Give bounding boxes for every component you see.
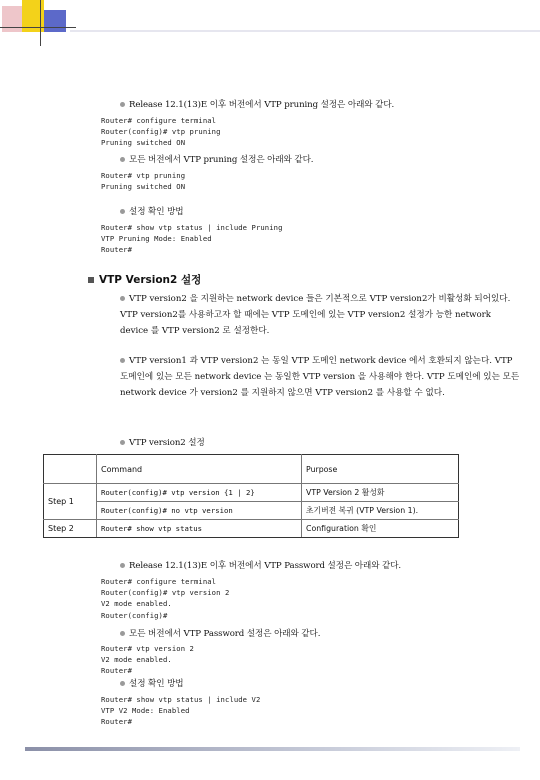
code-line: Router# vtp version 2 — [101, 644, 194, 653]
footer-gradient-bar — [25, 747, 520, 751]
code-block-pruning — [101, 115, 221, 149]
code-line: Pruning switched ON — [101, 182, 186, 192]
note-release-password — [120, 559, 401, 571]
step-cell: Step 2 — [44, 520, 97, 538]
command-table — [43, 454, 459, 538]
bullet-icon — [120, 631, 125, 636]
table-row — [44, 502, 459, 520]
note-verify-version2 — [120, 677, 183, 689]
code-block-pruning-all — [101, 170, 185, 192]
corner-decoration-vline — [40, 0, 41, 46]
code-line: Router(config)# vtp pruning — [101, 127, 221, 137]
code-line: V2 mode enabled. — [101, 655, 172, 665]
purpose-cell: Configuration 확인 — [302, 520, 459, 538]
heading-text: VTP Version2 설정 — [99, 274, 202, 286]
code-line: Router# — [101, 666, 132, 676]
caption-text: VTP version2 설정 — [129, 438, 205, 448]
corner-decoration-blue — [44, 10, 66, 32]
note-text: Release 12.1(13)E 이후 버전에서 VTP Password 설정은 아래와 같다. — [129, 561, 402, 571]
code-line: Router# — [101, 245, 132, 255]
bullet-icon — [120, 681, 125, 686]
corner-decoration-hline — [0, 27, 76, 28]
code-block-verify-version2 — [101, 694, 260, 728]
bullet-icon — [120, 296, 125, 301]
bullet-icon — [120, 358, 125, 363]
code-block-version2-all — [101, 643, 194, 677]
header-rule — [70, 30, 540, 32]
header-cell-purpose: Purpose — [302, 455, 459, 484]
command-cell: Router(config)# no vtp version — [97, 502, 302, 520]
code-line: Router# configure terminal — [101, 577, 217, 586]
square-bullet-icon — [88, 277, 94, 283]
bullet-icon — [120, 157, 125, 162]
bullet-icon — [120, 102, 125, 107]
paragraph-text: VTP version2 을 지원하는 network device 들은 기본적으로 VTP version2가 비활성화 되어있다. VTP version2를 사용하고자 할 때에는 VTP 도메인에 있는 VTP version2 설정가 능한 network device 를 VTP version2 로 설정한다. — [120, 294, 511, 336]
code-line: Router(config)# — [101, 610, 168, 620]
table-caption — [120, 436, 205, 448]
note-all-versions-pruning — [120, 153, 313, 165]
code-line: V2 mode enabled. — [101, 599, 172, 609]
table-row — [44, 484, 459, 502]
bullet-icon — [120, 440, 125, 445]
code-line: VTP V2 Mode: Enabled — [101, 706, 190, 716]
paragraph-version-compat — [120, 353, 520, 401]
table-header-row — [44, 455, 459, 484]
bullet-icon — [120, 209, 125, 214]
note-all-versions-password — [120, 627, 320, 639]
note-text: 모든 버전에서 VTP Password 설정은 아래와 같다. — [129, 629, 321, 639]
note-text: 설정 확인 방법 — [129, 207, 184, 217]
command-cell: Router# show vtp status — [97, 520, 302, 538]
bullet-icon — [120, 563, 125, 568]
code-line: Router# show vtp status | include Pruning — [101, 223, 283, 232]
code-line: Pruning switched ON — [101, 138, 186, 148]
step-cell: Step 1 — [44, 484, 97, 520]
code-line: VTP Pruning Mode: Enabled — [101, 234, 212, 244]
code-line: Router# show vtp status | include V2 — [101, 695, 261, 704]
paragraph-version2-default — [120, 291, 520, 339]
note-text: Release 12.1(13)E 이후 버전에서 VTP pruning 설정은 아래와 같다. — [129, 100, 395, 110]
header-cell — [44, 455, 97, 484]
paragraph-text: VTP version1 과 VTP version2 는 동일 VTP 도메인 network device 에서 호환되지 않는다. VTP 도메인에 있는 모든 network device 는 동일한 VTP version 을 사용해야 한다. VTP 도메인에 있는 모든 network device 가 version2 를 지원하지 않으면 VTP version2 를 사용할 수 없다. — [120, 356, 520, 398]
note-text: 설정 확인 방법 — [129, 679, 184, 689]
code-block-version2 — [101, 576, 229, 621]
code-line: Router(config)# vtp version 2 — [101, 588, 230, 598]
note-release-pruning — [120, 98, 394, 110]
code-line: Router# — [101, 717, 132, 727]
code-line: Router# vtp pruning — [101, 171, 186, 180]
header-cell-command: Command — [97, 455, 302, 484]
purpose-cell: 초기버전 복귀 (VTP Version 1). — [302, 502, 459, 520]
section-heading-vtp-version2 — [88, 272, 201, 287]
note-text: 모든 버전에서 VTP pruning 설정은 아래와 같다. — [129, 155, 314, 165]
code-block-verify-pruning — [101, 222, 283, 256]
table-row — [44, 520, 459, 538]
command-cell: Router(config)# vtp version {1 | 2} — [97, 484, 302, 502]
purpose-cell: VTP Version 2 활성화 — [302, 484, 459, 502]
note-verify-pruning — [120, 205, 183, 217]
code-line: Router# configure terminal — [101, 116, 217, 125]
